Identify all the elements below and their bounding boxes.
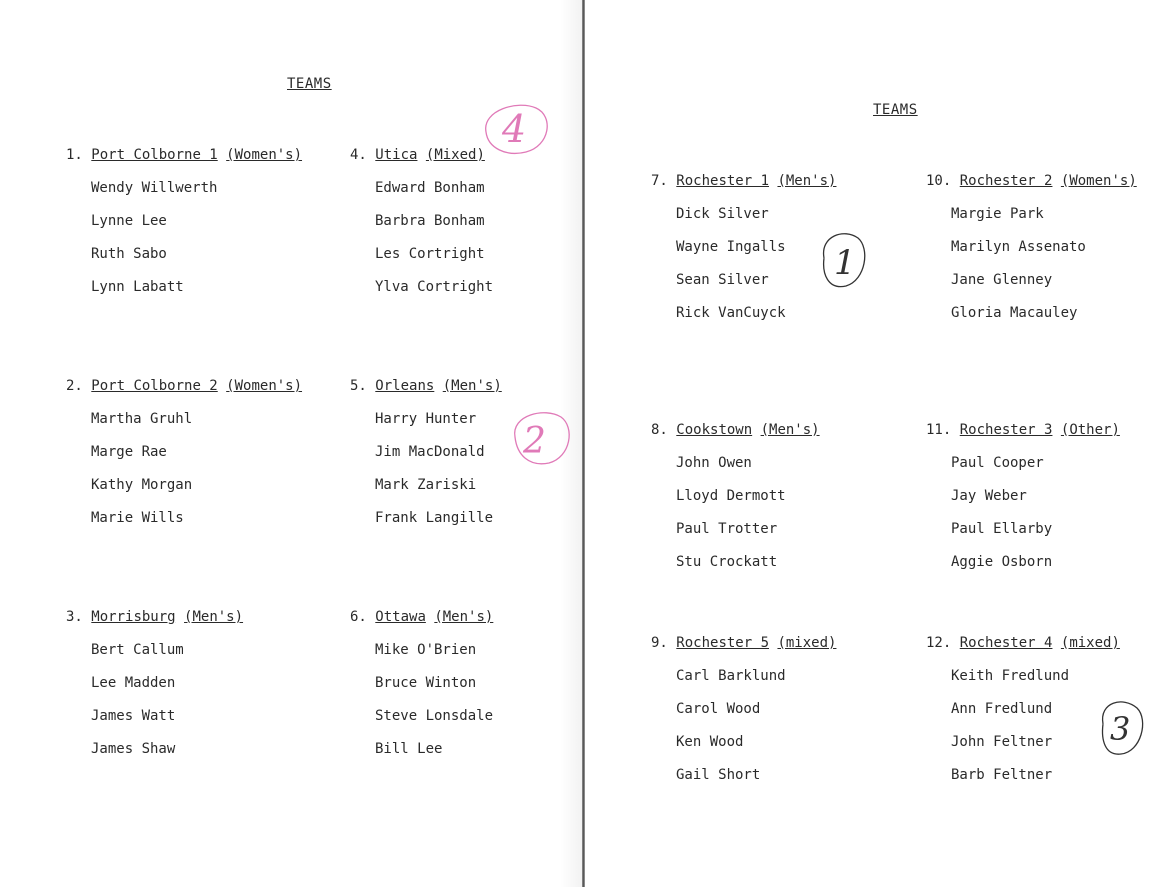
team-member: John Feltner: [951, 734, 1053, 750]
team-name: Rochester 4: [959, 635, 1053, 651]
right-page: [586, 0, 1161, 887]
team-member: Gloria Macauley: [951, 305, 1078, 321]
team-member: Mike O'Brien: [375, 642, 477, 658]
team-member: Wayne Ingalls: [676, 239, 786, 255]
team-header: [926, 422, 1120, 438]
team-number: 2.: [66, 378, 83, 394]
team-member: Margie Park: [951, 206, 1044, 222]
team-number: 12.: [926, 635, 952, 651]
team-category: (Women's): [226, 378, 303, 394]
team-name: Port Colborne 2: [91, 378, 218, 394]
team-number: 11.: [926, 422, 952, 438]
team-entry: [66, 609, 243, 757]
team-member: Marge Rae: [91, 444, 167, 460]
team-entry: [651, 173, 836, 321]
team-category: (Other): [1060, 422, 1120, 438]
team-name: Port Colborne 1: [91, 147, 218, 163]
annotation-number: 3: [1110, 710, 1131, 748]
team-category: (Women's): [226, 147, 303, 163]
team-member: Barbra Bonham: [375, 213, 485, 229]
team-name: Rochester 5: [676, 635, 770, 651]
annotation-number: 4: [502, 107, 527, 151]
team-name: Rochester 3: [959, 422, 1053, 438]
team-number: 8.: [651, 422, 668, 438]
circled-annotation: [814, 226, 870, 292]
team-number: 3.: [66, 609, 83, 625]
team-member: Keith Fredlund: [951, 668, 1070, 684]
team-member: Wendy Willwerth: [91, 180, 218, 196]
team-header: [926, 173, 1137, 189]
team-entry: [66, 147, 302, 295]
team-entry: [651, 635, 836, 783]
team-member: Frank Langille: [375, 510, 494, 526]
team-member: Paul Ellarby: [951, 521, 1053, 537]
team-number: 9.: [651, 635, 668, 651]
team-member: Marilyn Assenato: [951, 239, 1086, 255]
team-member: Harry Hunter: [375, 411, 477, 427]
team-member: Rick VanCuyck: [676, 305, 786, 321]
team-name: Cookstown: [676, 422, 753, 438]
team-member: Carol Wood: [676, 701, 761, 717]
team-number: 4.: [350, 147, 367, 163]
team-member: James Watt: [91, 708, 176, 724]
team-header: [651, 173, 836, 189]
team-category: (Men's): [184, 609, 244, 625]
team-number: 6.: [350, 609, 367, 625]
team-number: 7.: [651, 173, 668, 189]
circled-annotation: [1091, 694, 1147, 760]
annotation-number: 2: [523, 421, 546, 462]
team-name: Rochester 2: [959, 173, 1053, 189]
team-category: (mixed): [777, 635, 837, 651]
team-member: Carl Barklund: [676, 668, 786, 684]
team-entry: [350, 378, 502, 526]
team-member: Ann Fredlund: [951, 701, 1053, 717]
team-member: Marie Wills: [91, 510, 184, 526]
team-header: [350, 378, 502, 394]
team-member: Ruth Sabo: [91, 246, 167, 262]
team-member: Lynne Lee: [91, 213, 167, 229]
team-category: (Mixed): [425, 147, 485, 163]
team-name: Morrisburg: [91, 609, 176, 625]
team-category: (Women's): [1060, 173, 1137, 189]
annotation-number: 1: [834, 243, 856, 283]
team-member: Lloyd Dermott: [676, 488, 786, 504]
team-entry: [651, 422, 820, 570]
team-member: John Owen: [676, 455, 752, 471]
team-member: James Shaw: [91, 741, 176, 757]
team-number: 1.: [66, 147, 83, 163]
team-member: Lee Madden: [91, 675, 176, 691]
team-header: [926, 635, 1120, 651]
team-member: Barb Feltner: [951, 767, 1053, 783]
team-member: Kathy Morgan: [91, 477, 193, 493]
team-entry: [926, 173, 1137, 321]
team-category: (mixed): [1060, 635, 1120, 651]
team-header: [66, 378, 302, 394]
team-member: Jane Glenney: [951, 272, 1053, 288]
team-header: [66, 147, 302, 163]
team-category: (Men's): [434, 609, 494, 625]
team-member: Steve Lonsdale: [375, 708, 494, 724]
team-category: (Men's): [442, 378, 502, 394]
team-header: [651, 422, 820, 438]
team-member: Stu Crockatt: [676, 554, 778, 570]
circled-annotation: [505, 405, 575, 471]
team-member: Ken Wood: [676, 734, 744, 750]
team-header: [350, 609, 493, 625]
team-number: 10.: [926, 173, 952, 189]
team-entry: [350, 609, 493, 757]
team-member: Sean Silver: [676, 272, 769, 288]
team-category: (Men's): [760, 422, 820, 438]
team-entry: [66, 378, 302, 526]
team-member: Edward Bonham: [375, 180, 485, 196]
team-name: Rochester 1: [676, 173, 770, 189]
team-member: Bill Lee: [375, 741, 443, 757]
team-header: [350, 147, 493, 163]
team-member: Les Cortright: [375, 246, 485, 262]
team-header: [651, 635, 836, 651]
team-member: Jay Weber: [951, 488, 1027, 504]
team-member: Paul Cooper: [951, 455, 1044, 471]
circled-annotation: [478, 98, 554, 160]
page-fold: [582, 0, 585, 887]
team-number: 5.: [350, 378, 367, 394]
team-entry: [350, 147, 493, 295]
team-name: Ottawa: [375, 609, 426, 625]
team-member: Ylva Cortright: [375, 279, 494, 295]
page-heading: TEAMS: [287, 76, 332, 92]
team-member: Paul Trotter: [676, 521, 778, 537]
team-member: Gail Short: [676, 767, 761, 783]
team-member: Bert Callum: [91, 642, 184, 658]
team-category: (Men's): [777, 173, 837, 189]
team-member: Mark Zariski: [375, 477, 477, 493]
team-name: Orleans: [375, 378, 435, 394]
team-member: Bruce Winton: [375, 675, 477, 691]
team-header: [66, 609, 243, 625]
team-member: Jim MacDonald: [375, 444, 485, 460]
team-member: Aggie Osborn: [951, 554, 1053, 570]
team-member: Dick Silver: [676, 206, 769, 222]
page-heading: TEAMS: [873, 102, 918, 118]
team-member: Martha Gruhl: [91, 411, 193, 427]
team-entry: [926, 422, 1120, 570]
team-member: Lynn Labatt: [91, 279, 184, 295]
team-name: Utica: [375, 147, 418, 163]
